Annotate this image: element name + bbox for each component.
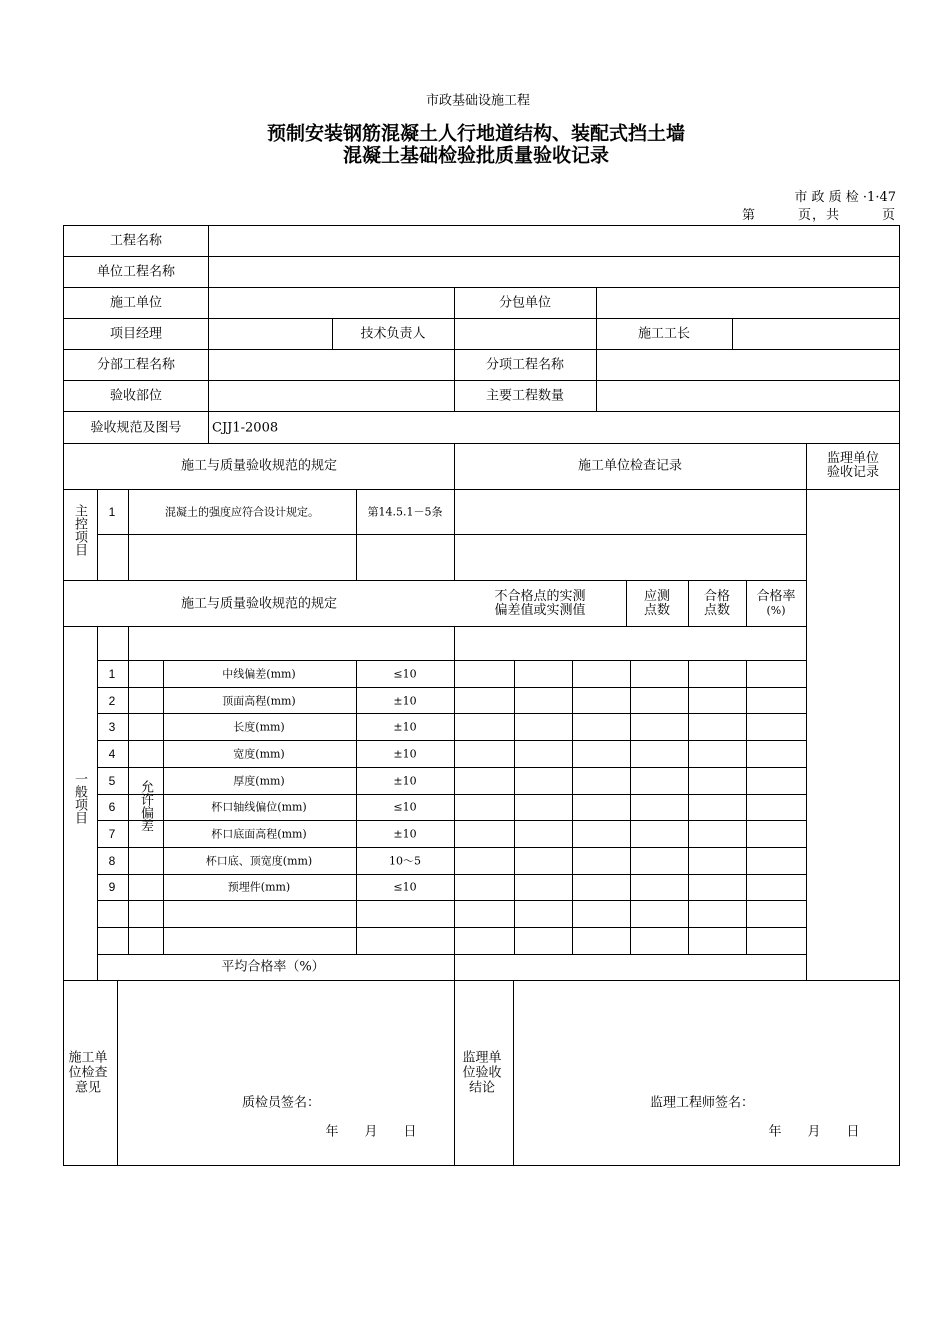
general-item-no: 1 xyxy=(108,667,116,681)
supervisor-date: 年 月 日 xyxy=(768,1124,860,1140)
main-item-clause: 第14.5.1－5条 xyxy=(367,505,443,519)
unit-project-label: 单位工程名称 xyxy=(96,264,176,280)
contractor-date: 年 月 日 xyxy=(325,1124,417,1140)
page-indicator: 第 页，共 页 xyxy=(741,208,896,223)
general-section-label: 一般项目 xyxy=(72,772,87,824)
main-spec-header: 施工与质量验收规范的规定 xyxy=(180,458,338,474)
contractor-opinion-label: 施工单位检查意见 xyxy=(68,1050,108,1096)
general-item-value: ±10 xyxy=(393,774,417,788)
project-name-field[interactable] xyxy=(209,226,899,256)
location-label: 验收部位 xyxy=(109,388,163,404)
main-supervisor-header: 监理单位 验收记录 xyxy=(826,451,880,480)
general-item-name: 杯口底、顶宽度(mm) xyxy=(205,854,313,868)
category-label: 市政基础设施工程 xyxy=(425,93,531,109)
supervisor-conclusion-label: 监理单位验收结论 xyxy=(462,1050,502,1096)
general-item-no: 8 xyxy=(108,854,116,868)
pass-points-header: 合格 点数 xyxy=(703,589,731,618)
project-manager-field[interactable] xyxy=(209,319,332,349)
general-item-no: 7 xyxy=(108,827,116,841)
location-field[interactable] xyxy=(209,381,454,411)
general-item-name: 杯口轴线偏位(mm) xyxy=(211,800,307,814)
general-spec-header: 施工与质量验收规范的规定 xyxy=(180,596,338,612)
general-item-value: ±10 xyxy=(393,827,417,841)
general-item-name: 宽度(mm) xyxy=(233,747,285,761)
main-item-no: 1 xyxy=(108,505,116,519)
general-item-no: 4 xyxy=(108,747,116,761)
unit-project-field[interactable] xyxy=(209,257,899,287)
subitem-field[interactable] xyxy=(597,350,899,380)
foreman-field[interactable] xyxy=(733,319,899,349)
general-item-value: ≤10 xyxy=(393,667,417,681)
general-item-no: 6 xyxy=(108,800,116,814)
general-item-value: ≤10 xyxy=(393,880,417,894)
subcontractor-label: 分包单位 xyxy=(498,295,552,311)
tolerance-label: 允许偏差 xyxy=(138,780,153,832)
division-label: 分部工程名称 xyxy=(96,357,176,373)
general-item-no: 5 xyxy=(108,774,116,788)
general-item-no: 3 xyxy=(108,720,116,734)
main-section-label: 主控项目 xyxy=(72,504,87,556)
avg-pass-rate-label: 平均合格率（%） xyxy=(221,959,325,975)
general-item-name: 中线偏差(mm) xyxy=(222,667,296,681)
general-item-value: ±10 xyxy=(393,747,417,761)
general-item-name: 预埋件(mm) xyxy=(227,880,291,894)
subcontractor-field[interactable] xyxy=(597,288,899,318)
project-name-label: 工程名称 xyxy=(109,233,163,249)
general-item-name: 长度(mm) xyxy=(233,720,285,734)
form-title-line1: 预制安装钢筋混凝土人行地道结构、装配式挡土墙 xyxy=(266,122,686,145)
inspector-signature-label: 质检员签名： xyxy=(241,1095,321,1111)
supervisor-conclusion-field[interactable] xyxy=(514,981,899,1165)
spec-label: 验收规范及图号 xyxy=(90,420,182,436)
contractor-label: 施工单位 xyxy=(109,295,163,311)
points-header: 应测 点数 xyxy=(643,589,671,618)
main-contractor-header: 施工单位检查记录 xyxy=(577,458,683,474)
general-item-no: 2 xyxy=(108,694,116,708)
contractor-field[interactable] xyxy=(209,288,454,318)
division-field[interactable] xyxy=(209,350,454,380)
tech-lead-label: 技术负责人 xyxy=(360,326,426,342)
general-item-value: 10～5 xyxy=(389,854,421,868)
general-item-name: 顶面高程(mm) xyxy=(222,694,296,708)
project-manager-label: 项目经理 xyxy=(109,326,163,342)
foreman-label: 施工工长 xyxy=(637,326,691,342)
tech-lead-field[interactable] xyxy=(455,319,596,349)
general-item-value: ±10 xyxy=(393,720,417,734)
general-item-name: 厚度(mm) xyxy=(233,774,285,788)
general-item-no: 9 xyxy=(108,880,116,894)
general-item-value: ±10 xyxy=(393,694,417,708)
spec-value: CJJ1-2008 xyxy=(212,420,279,436)
engineer-signature-label: 监理工程师签名： xyxy=(649,1095,755,1111)
contractor-opinion-field[interactable] xyxy=(118,981,454,1165)
quantity-field[interactable] xyxy=(597,381,899,411)
form-code: 市 政 质 检 ·1·47 xyxy=(794,190,896,205)
measured-header: 不合格点的实测 偏差值或实测值 xyxy=(494,589,586,618)
main-item-text: 混凝土的强度应符合设计规定。 xyxy=(165,505,319,519)
pass-rate-header: 合格率 (%) xyxy=(756,589,796,617)
general-item-value: ≤10 xyxy=(393,800,417,814)
form-title-line2: 混凝土基础检验批质量验收记录 xyxy=(342,144,610,167)
general-item-name: 杯口底面高程(mm) xyxy=(211,827,307,841)
quantity-label: 主要工程数量 xyxy=(485,388,565,404)
subitem-label: 分项工程名称 xyxy=(485,357,565,373)
